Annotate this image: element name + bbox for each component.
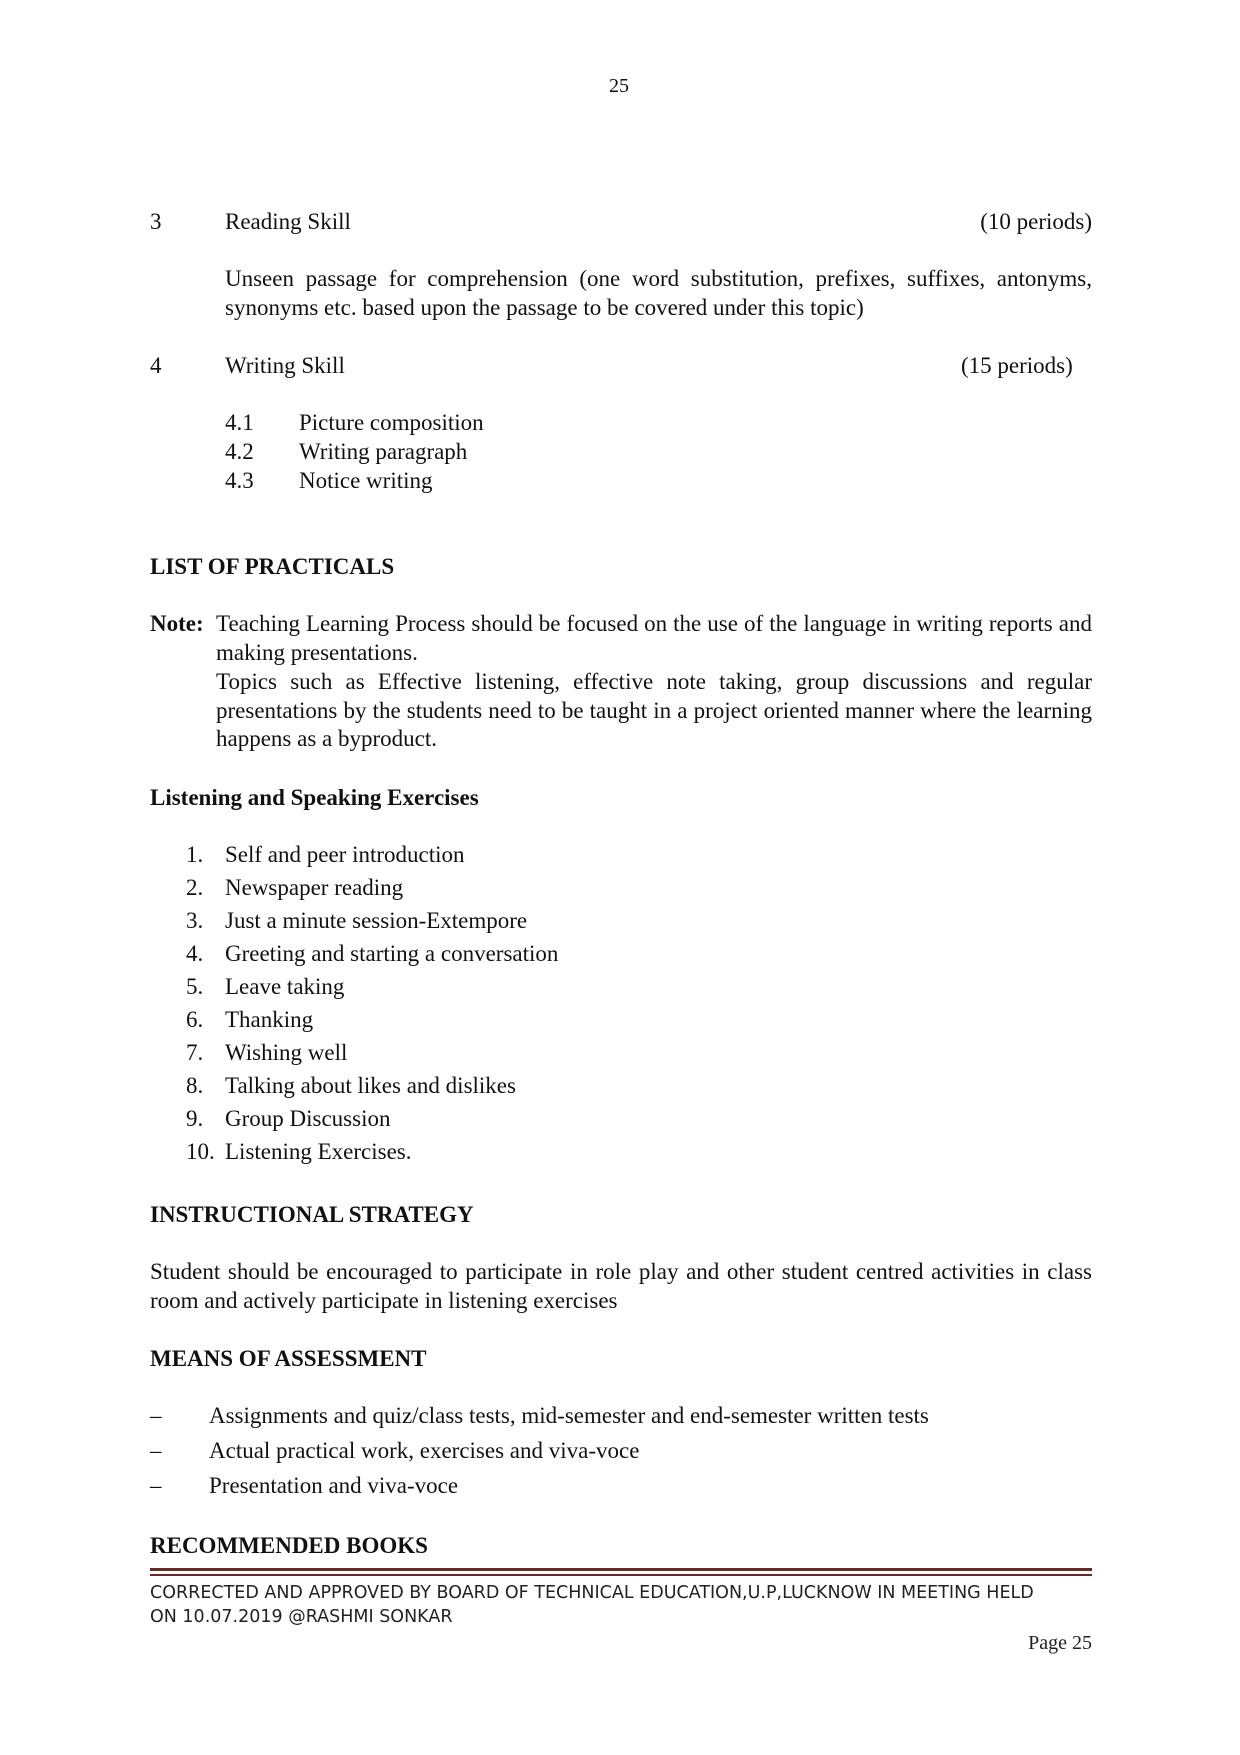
item-number: 7. [186,1040,204,1065]
list-item [186,1039,558,1072]
strategy-heading: INSTRUCTIONAL STRATEGY [150,1202,474,1227]
list-item [186,973,558,1006]
section-paragraph: Unseen passage for comprehension (one word substitution, prefixes, suffixes, antonyms, synonyms etc. based upon the passage to be covered under this topic) [225,266,1092,320]
item-text: Leave taking [225,974,345,999]
assessment-heading: MEANS OF ASSESSMENT [150,1346,427,1371]
item-number: 6. [186,1007,204,1032]
section-number: 3 [150,209,162,234]
section-periods: (10 periods) [980,209,1092,234]
list-item [225,409,484,438]
item-number: 1. [186,842,204,867]
item-text: Newspaper reading [225,875,404,900]
list-item [186,940,558,973]
list-item [186,841,558,874]
note-paragraph: Teaching Learning Process should be focused on the use of the language in writing reports and making presentations. [216,611,1092,665]
footer-divider [150,1568,1092,1571]
section-periods: (15 periods) [961,353,1073,378]
item-text: Listening Exercises. [225,1139,412,1164]
item-text: Self and peer introduction [225,842,465,867]
footer-page-number: Page 25 [1028,1632,1092,1654]
item-number: 3. [186,908,204,933]
exercises-heading: Listening and Speaking Exercises [150,785,479,810]
bullet: – [150,1403,162,1428]
section-title: Reading Skill [225,209,351,234]
item-text: Picture composition [299,410,484,435]
item-text: Wishing well [225,1040,348,1065]
list-item [225,467,484,496]
list-item [150,1402,929,1437]
item-number: 10. [186,1139,215,1164]
item-number: 4.2 [225,439,254,464]
item-text: Presentation and viva-voce [209,1473,459,1498]
footer-text: ON 10.07.2019 @RASHMI SONKAR [150,1607,453,1627]
list-item [186,1006,558,1039]
practicals-heading: LIST OF PRACTICALS [150,554,395,579]
item-number: 4. [186,941,204,966]
list-item [186,874,558,907]
item-text: Actual practical work, exercises and viva-voce [209,1438,640,1463]
section-title: Writing Skill [225,353,345,378]
item-number: 2. [186,875,204,900]
list-item [186,1138,558,1171]
footer-divider [150,1574,1092,1576]
item-number: 5. [186,974,204,999]
note-label: Note: [150,611,204,636]
item-text: Just a minute session-Extempore [225,908,528,933]
list-item [186,1105,558,1138]
item-number: 8. [186,1073,204,1098]
item-number: 4.1 [225,410,254,435]
assessment-list [150,1402,929,1507]
section-number: 4 [150,353,162,378]
item-text: Group Discussion [225,1106,391,1131]
bullet: – [150,1473,162,1498]
item-text: Notice writing [299,468,433,493]
list-item [225,438,484,467]
list-item [186,1072,558,1105]
item-text: Greeting and starting a conversation [225,941,559,966]
item-text: Talking about likes and dislikes [225,1073,516,1098]
item-text: Thanking [225,1007,314,1032]
note-paragraph: Topics such as Effective listening, effective note taking, group discussions and regular presentations by the students need to be taught in a project oriented manner where the learning happens as a byproduct. [216,669,1092,751]
item-number: 4.3 [225,468,254,493]
list-item [186,907,558,940]
exercise-list [186,841,558,1171]
strategy-paragraph: Student should be encouraged to participate in role play and other student centred activities in class room and actively participate in listening exercises [150,1259,1092,1313]
list-item [150,1472,929,1507]
subtopic-list [225,409,484,496]
page-number-top: 25 [609,75,629,97]
bullet: – [150,1438,162,1463]
books-heading: RECOMMENDED BOOKS [150,1533,428,1558]
item-text: Assignments and quiz/class tests, mid-semester and end-semester written tests [209,1403,929,1428]
footer-text: CORRECTED AND APPROVED BY BOARD OF TECHNICAL EDUCATION,U.P,LUCKNOW IN MEETING HELD [150,1583,1034,1603]
list-item [150,1437,929,1472]
item-text: Writing paragraph [299,439,468,464]
item-number: 9. [186,1106,204,1131]
